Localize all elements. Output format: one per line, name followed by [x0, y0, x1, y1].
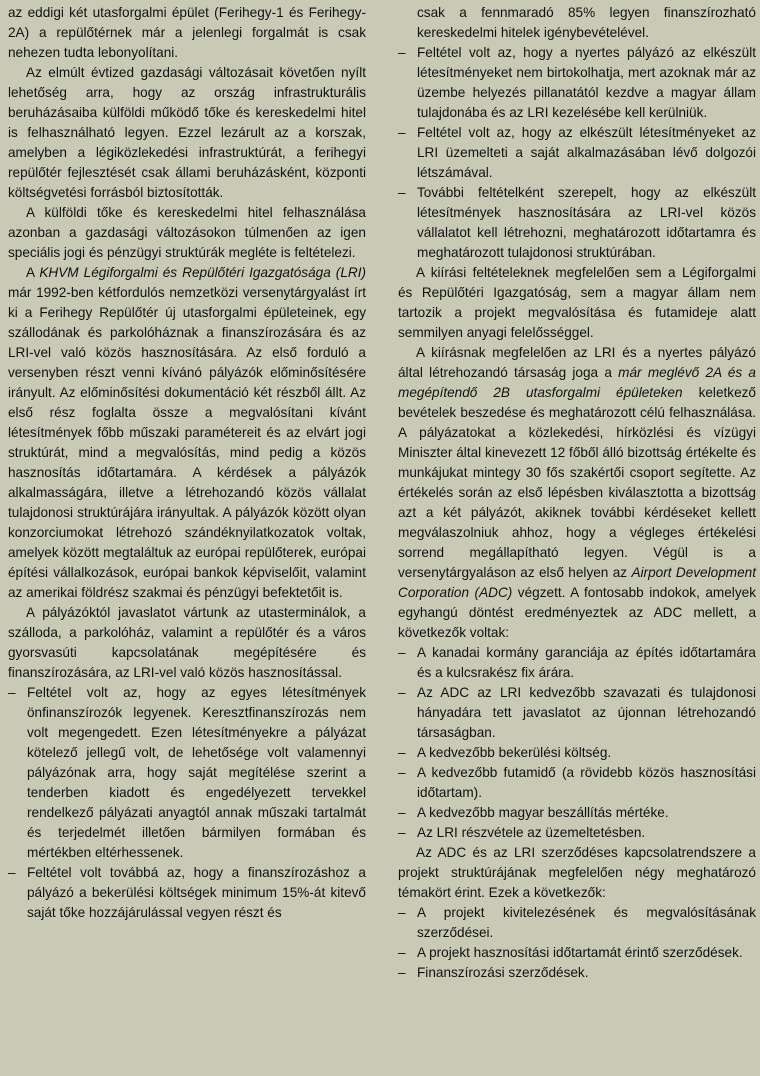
text-run: Feltétel volt az, hogy az elkészült létesítményeket az LRI üzemelteti a saját alkalmazásában lévő dolgozói létszámával.	[417, 125, 756, 180]
text-run: A	[26, 265, 40, 280]
left-column	[8, 3, 366, 923]
paragraph	[398, 843, 756, 903]
text-run: Finanszírozási szerződések.	[417, 965, 589, 980]
text-run: Feltétel volt továbbá az, hogy a finanszírozáshoz a pályázó a bekerülési költségek minimum 15%-át kitevő saját tőke hozzájárulással vegyen részt és	[27, 865, 366, 920]
text-run: A kiírásnak megfelelően az LRI és a nyertes pályázó által létrehozandó társaság joga a	[398, 345, 756, 380]
list-item	[398, 803, 756, 823]
text-run: A projekt kivitelezésének és megvalósításának szerződései.	[417, 905, 756, 940]
text-run: A projekt hasznosítási időtartamát érintő szerződések.	[417, 945, 743, 960]
emphasized-text: Airport Development Corporation (ADC)	[398, 565, 756, 600]
paragraph	[8, 63, 366, 203]
paragraph	[398, 3, 756, 43]
text-run: A kanadai kormány garanciája az építés időtartamára és a kulcsrakész fix árára.	[417, 645, 756, 680]
paragraph	[8, 203, 366, 263]
text-run: A kedvezőbb bekerülési költség.	[417, 745, 612, 760]
paragraph	[398, 343, 756, 643]
list-item	[398, 643, 756, 683]
text-run: Az ADC és az LRI szerződéses kapcsolatrendszere a projekt struktúrájának megfelelően négy meghatározó témakört érint. Ezek a következők:	[398, 845, 756, 900]
list-item	[398, 43, 756, 123]
list-item	[8, 683, 366, 863]
text-run: Az ADC az LRI kedvezőbb szavazati és tulajdonosi hányadára tett javaslatot az újonnan létrehozandó társaságban.	[417, 685, 756, 740]
text-run: Feltétel volt az, hogy a nyertes pályázó az elkészült létesítményeket nem birtokolhatja, mert azoknak már az üzembe helyezés pillanatától kezdve a magyar állam tulajdonába és az LRI kezelésébe kell kerülniük.	[417, 45, 756, 120]
list-item	[398, 763, 756, 803]
list-item	[398, 683, 756, 743]
text-run: már 1992-ben kétfordulós nemzetközi versenytárgyalást írt ki a Ferihegy Repülőtér új utasforgalmi épületeinek, egy szállodának és parkolóháznak a finanszírozására és az LRI-vel való közös hasznosítására. Az első forduló a versenyben részt venni kívánó pályázók előminősítésére irányult. Az előminősítési dokumentáció két részből állt. Az első rész foglalta össze a megvalósítani kívánt létesítmények főbb műszaki paramétereit és az elvárt jogi struktúrát, mind a megvalósítás, mind pedig a közös hasznosítás időtartamára. A kérdések a pályázók alkalmasságára, illetve a létrehozandó közös vállalat tulajdonosi struktúrájára irányultak. A pályázók között olyan konzorciumokat létrehozó szándéknyilatkozatok voltak, amelyek között megtaláltuk az európai repülőterek, európai építési vállalkozások, európai bankok képviselőit, valamint az amerikai földrész szakmai és pénzügyi befektetőit is.	[8, 285, 366, 600]
list-item	[398, 123, 756, 183]
text-run: az eddigi két utasforgalmi épület (Ferihegy-1 és Ferihegy-2A) a repülőtérnek már a jelenlegi forgalmát is csak nehezen tudta lebonyolítani.	[8, 5, 366, 60]
emphasized-text: már meglévő 2A és a megépítendő 2B utasforgalmi épületeken	[398, 365, 756, 400]
text-run: A pályázóktól javaslatot vártunk az utasterminálok, a szálloda, a parkolóház, valamint a repülőtér és a város gyorsvasúti kapcsolatának megépítésére és finanszírozására, az LRI-vel való közös hasznosítással.	[8, 605, 366, 680]
list-item	[398, 903, 756, 943]
paragraph	[8, 3, 366, 63]
list-item	[398, 823, 756, 843]
text-run: További feltételként szerepelt, hogy az elkészült létesítmények hasznosítására az LRI-vel közös vállalatot kell létrehozni, meghatározott időtartamra és meghatározott tulajdonosi struktúrában.	[417, 185, 756, 260]
emphasized-text: KHVM Légiforgalmi és Repülőtéri Igazgatósága (LRI)	[39, 265, 366, 280]
text-run: keletkező bevételek beszedése és meghatározott célú felhasználása. A pályázatokat a közlekedési, hírközlési és vízügyi Miniszter által kinevezett 12 főből álló bizottság értékelte és munkájukat mintegy 30 fős szakértői csoport segítette. Az értékelés során az első lépésben kiválasztotta a bizottság azt a két pályázót, akiknek további kérdéseket kellett megválaszolniuk ahhoz, hogy a végleges értékelési sorrend megállapítható legyen. Végül is a versenytárgyaláson az első helyen az	[398, 385, 756, 580]
text-run: végzett. A fontosabb indokok, amelyek egyhangú döntést eredményeztek az ADC mellett, a következők voltak:	[398, 585, 756, 640]
list-item	[398, 183, 756, 263]
list-item	[398, 743, 756, 763]
text-run: Az LRI részvétele az üzemeltetésben.	[417, 825, 646, 840]
text-run: Az elmúlt évtized gazdasági változásait követően nyílt lehetőség arra, hogy az ország infrastrukturális beruházásaiba külföldi működő tőke és kereskedelmi hitel is felhasználható legyen. Ezzel lezárult az a korszak, amelyben a légiközlekedési infrastruktúrát, a ferihegyi repülőtér fejlesztését csak állami beruházásként, központi költségvetési forrásból biztosították.	[8, 65, 366, 200]
paragraph	[8, 603, 366, 683]
list-item	[398, 963, 756, 983]
paragraph	[398, 263, 756, 343]
text-run: A kiírási feltételeknek megfelelően sem a Légiforgalmi és Repülőtéri Igazgatóság, sem a magyar állam nem tartozik a projekt megvalósítása és futamideje alatt semmilyen anyagi felelősséggel.	[398, 265, 756, 340]
right-column	[398, 3, 756, 983]
list-item	[398, 943, 756, 963]
text-run: A kedvezőbb magyar beszállítás mértéke.	[417, 805, 669, 820]
list-item	[8, 863, 366, 923]
paragraph	[8, 263, 366, 603]
text-run: Feltétel volt az, hogy az egyes létesítmények önfinanszírozók legyenek. Keresztfinanszírozás nem volt megengedett. Ezen létesítményekre a pályázat kötelező jellegű volt, de lehetősége volt valamennyi pályázónak arra, hogy saját megítélése szerint a tenderben kiadott és engedélyezett tervekkel rendelkező pályázati anyagtól annak műszaki tartalmát és terjedelmét illetően bármilyen formában és mértékben eltérhessenek.	[27, 685, 366, 860]
text-run: A külföldi tőke és kereskedelmi hitel felhasználása azonban a gazdasági változásokon túlmenően az igen speciális jogi és pénzügyi struktúrák megléte is feltételezi.	[8, 205, 366, 260]
text-run: csak a fennmaradó 85% legyen finanszírozható kereskedelmi hitelek igénybevételével.	[417, 5, 756, 40]
text-run: A kedvezőbb futamidő (a rövidebb közös hasznosítási időtartam).	[417, 765, 756, 800]
